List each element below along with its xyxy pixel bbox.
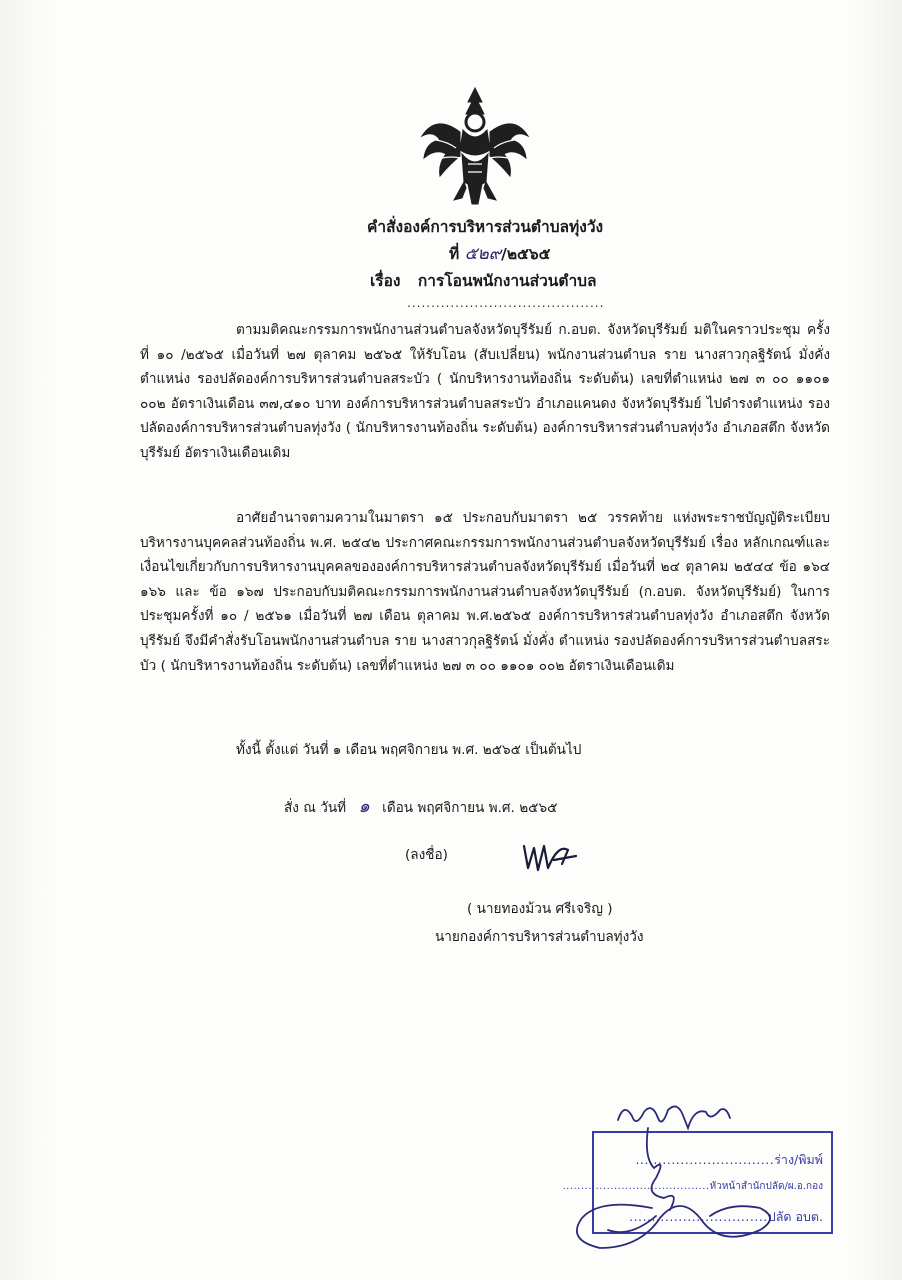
stamp-row-drafter: ...............................ร่าง/พิมพ์ <box>635 1152 823 1167</box>
title-separator: ......................................... <box>407 296 605 310</box>
order-number <box>449 240 550 267</box>
garuda-emblem-icon <box>416 84 534 208</box>
signed-label: (ลงชื่อ) <box>405 847 448 863</box>
order-date-prefix: สั่ง ณ วันที่ <box>284 800 347 816</box>
order-title: คำสั่งองค์การบริหารส่วนตำบลทุ่งวัง <box>367 218 604 236</box>
subject-label: เรื่อง <box>370 272 401 290</box>
order-date-day-handwritten: ๑ <box>358 796 370 817</box>
order-subject <box>370 268 597 293</box>
order-date-suffix: เดือน พฤศจิกายน พ.ศ. ๒๕๖๕ <box>382 800 558 816</box>
order-number-suffix: /๒๕๖๕ <box>501 245 551 263</box>
subject-text: การโอนพนักงานส่วนตำบล <box>417 272 597 290</box>
stamp-row-head: ........................................หัวหน้าสำนักปลัด/ผ.อ.กอง <box>562 1181 823 1192</box>
signer-position: นายกองค์การบริหารส่วนตำบลทุ่งวัง <box>435 929 644 945</box>
handwritten-initials-icon <box>560 1098 800 1278</box>
handwritten-signature-icon <box>518 838 582 878</box>
order-date-line <box>284 791 557 820</box>
order-number-handwritten: ๕๒๙ <box>464 244 502 264</box>
paragraph-authority: อาศัยอำนาจตามความในมาตรา ๑๕ ประกอบกับมาตรา ๒๕ วรรคท้าย แห่งพระราชบัญญัติระเบียบบริหารงานบุคคลส่วนท้องถิ่น พ.ศ. ๒๕๔๒ ประกาศคณะกรรมการพนักงานส่วนตำบลจังหวัดบุรีรัมย์ เรื่อง หลักเกณฑ์และเงื่อนไขเกี่ยวกับการบริหารงานบุคคลขององค์การบริหารส่วนตำบลจังหวัดบุรีรัมย์ เมื่อวันที่ ๒๔ ตุลาคม ๒๕๔๔ ข้อ ๑๖๔ ๑๖๖ และ ข้อ ๑๖๗ ประกอบกับมติคณะกรรมการพนักงานส่วนตำบลจังหวัดบุรีรัมย์ (ก.อบต. จังหวัดบุรีรัมย์) ในการประชุมครั้งที่ ๑๐ / ๒๕๖๑ เมื่อวันที่ ๒๗ เดือน ตุลาคม พ.ศ.๒๕๖๕ องค์การบริหารส่วนตำบลทุ่งวัง อำเภอสตึก จังหวัดบุรีรัมย์ จึงมีคำสั่งรับโอนพนักงานส่วนตำบล ราย นางสาวกุลฐิรัตน์ มั่งคั่ง ตำแหน่ง รองปลัดองค์การบริหารส่วนตำบลสระบัว ( นักบริหารงานท้องถิ่น ระดับต้น) เลขที่ตำแหน่ง ๒๗ ๓ ๐๐ ๑๑๐๑ ๐๐๒ อัตราเงินเดือนเดิม <box>140 510 830 674</box>
stamp-row-clerk: ...............................ปลัด อบต. <box>629 1209 823 1224</box>
order-number-prefix: ที่ <box>449 245 460 263</box>
signer-name: ( นายทองม้วน ศรีเจริญ ) <box>467 901 613 917</box>
paragraph-resolution: ตามมติคณะกรรมการพนักงานส่วนตำบลจังหวัดบุรีรัมย์ ก.อบต. จังหวัดบุรีรัมย์ มติในคราวประชุม ครั้งที่ ๑๐ /๒๕๖๕ เมื่อวันที่ ๒๗ ตุลาคม ๒๕๖๕ ให้รับโอน (สับเปลี่ยน) พนักงานส่วนตำบล ราย นางสาวกุลฐิรัตน์ มั่งคั่ง ตำแหน่ง รองปลัดองค์การบริหารส่วนตำบลสระบัว ( นักบริหารงานท้องถิ่น ระดับต้น) เลขที่ตำแหน่ง ๒๗ ๓ ๐๐ ๑๑๐๑ ๐๐๒ อัตราเงินเดือน ๓๗,๔๑๐ บาท องค์การบริหารส่วนตำบลสระบัว อำเภอแคนดง จังหวัดบุรีรัมย์ ไปดำรงตำแหน่ง รองปลัดองค์การบริหารส่วนตำบลทุ่งวัง ( นักบริหารงานท้องถิ่น ระดับต้น) องค์การบริหารส่วนตำบลทุ่งวัง อำเภอสตึก จังหวัดบุรีรัมย์ อัตราเงินเดือนเดิม <box>140 322 830 461</box>
effective-date-line: ทั้งนี้ ตั้งแต่ วันที่ ๑ เดือน พฤศจิกายน พ.ศ. ๒๕๖๕ เป็นต้นไป <box>236 742 582 758</box>
